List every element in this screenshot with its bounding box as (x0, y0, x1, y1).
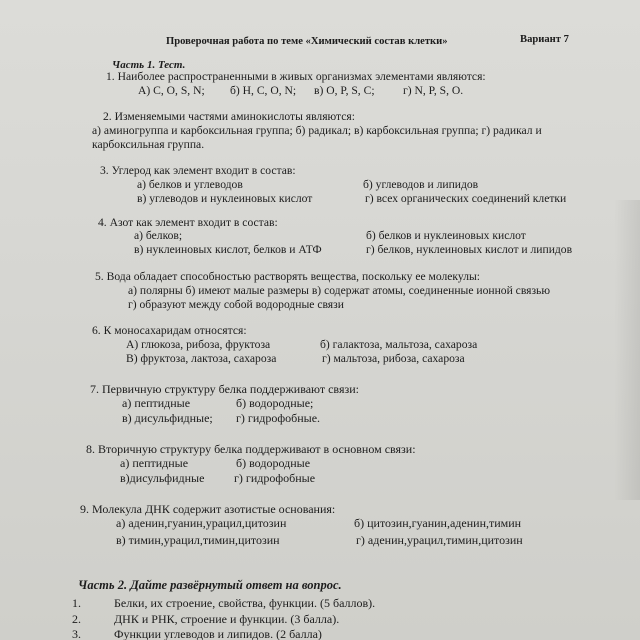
question-7-option-d: г) гидрофобные. (236, 411, 321, 425)
part1-title: Часть 1. Тест. (112, 59, 186, 71)
question-6-text: 6. К моносахаридам относятся: (92, 324, 247, 337)
part2-item-3-number: 3. (72, 627, 81, 640)
variant-label: Вариант 7 (520, 34, 569, 45)
question-7-option-c: в) дисульфидные; (122, 411, 213, 425)
question-9-option-d: г) аденин,урацил,тимин,цитозин (356, 533, 523, 547)
question-5-line-1: а) полярны б) имеют малые размеры в) содержат атомы, соединенные ионной связью (128, 284, 551, 297)
part2-item-2-text: ДНК и РНК, строение и функции. (3 балла). (114, 612, 340, 626)
part2-item-1-number: 1. (72, 596, 81, 610)
question-8-option-c: в)дисульфидные (120, 471, 205, 485)
question-9-option-c: в) тимин,урацил,тимин,цитозин (116, 533, 280, 547)
question-5-line-2: г) образуют между собой водородные связи (128, 298, 344, 311)
question-4-text: 4. Азот как элемент входит в состав: (98, 216, 278, 229)
question-6-option-b: б) галактоза, мальтоза, сахароза (320, 338, 478, 351)
question-3-option-a: а) белков и углеводов (137, 178, 243, 191)
question-8-option-d: г) гидрофобные (234, 471, 316, 485)
question-3-option-c: в) углеводов и нуклеиновых кислот (137, 192, 313, 205)
question-3-text: 3. Углерод как элемент входит в состав: (100, 164, 296, 177)
worksheet-title: Проверочная работа по теме «Химический состав клетки» (166, 36, 448, 47)
question-9-option-a: а) аденин,гуанин,урацил,цитозин (116, 516, 287, 530)
question-4-option-d: г) белков, нуклеиновых кислот и липидов (366, 243, 573, 256)
question-1-option-d: г) N, P, S, O. (403, 84, 464, 97)
question-8-text: 8. Вторичную структуру белка поддерживают в основном связи: (86, 442, 416, 456)
question-7-text: 7. Первичную структуру белка поддерживают связи: (90, 382, 359, 396)
question-9-option-b: б) цитозин,гуанин,аденин,тимин (354, 516, 522, 530)
part2-item-1-text: Белки, их строение, свойства, функции. (5 баллов). (114, 596, 376, 610)
part2-item-2-number: 2. (72, 612, 81, 626)
question-4-option-c: в) нуклеиновых кислот, белков и АТФ (134, 243, 322, 256)
page-shadow (614, 200, 640, 500)
question-8-option-b: б) водородные (236, 456, 311, 470)
question-1-text: 1. Наиболее распространенными в живых организмах элементами являются: (106, 70, 486, 83)
question-6-option-a: А) глюкоза, рибоза, фруктоза (126, 338, 271, 351)
question-3-option-d: г) всех органических соединений клетки (365, 192, 567, 205)
question-3-option-b: б) углеводов и липидов (363, 178, 479, 191)
question-7-option-b: б) водородные; (236, 396, 314, 410)
question-9-text: 9. Молекула ДНК содержит азотистые основания: (80, 502, 336, 516)
question-8-option-a: а) пептидные (120, 456, 189, 470)
part2-item-3-text: Функции углеводов и липидов. (2 балла) (114, 627, 322, 640)
question-4-option-a: а) белков; (134, 229, 183, 242)
question-1-option-a: А) C, O, S, N; (138, 84, 205, 97)
question-2-line-1: а) аминогруппа и карбоксильная группа; б) радикал; в) карбоксильная группа; г) радикал и (92, 124, 542, 137)
question-2-line-2: карбоксильная группа. (92, 138, 205, 151)
question-6-option-d: г) мальтоза, рибоза, сахароза (322, 352, 465, 365)
question-2-text: 2. Изменяемыми частями аминокислоты являются: (103, 110, 355, 123)
question-1-option-c: в) O, P, S, C; (314, 84, 375, 97)
question-7-option-a: а) пептидные (122, 396, 191, 410)
question-1-option-b: б) H, C, O, N; (230, 84, 297, 97)
question-6-option-c: В) фруктоза, лактоза, сахароза (126, 352, 277, 365)
question-4-option-b: б) белков и нуклеиновых кислот (366, 229, 526, 242)
part2-title: Часть 2. Дайте развёрнутый ответ на вопрос. (78, 578, 342, 592)
question-5-text: 5. Вода обладает способностью растворять вещества, поскольку ее молекулы: (95, 270, 480, 283)
